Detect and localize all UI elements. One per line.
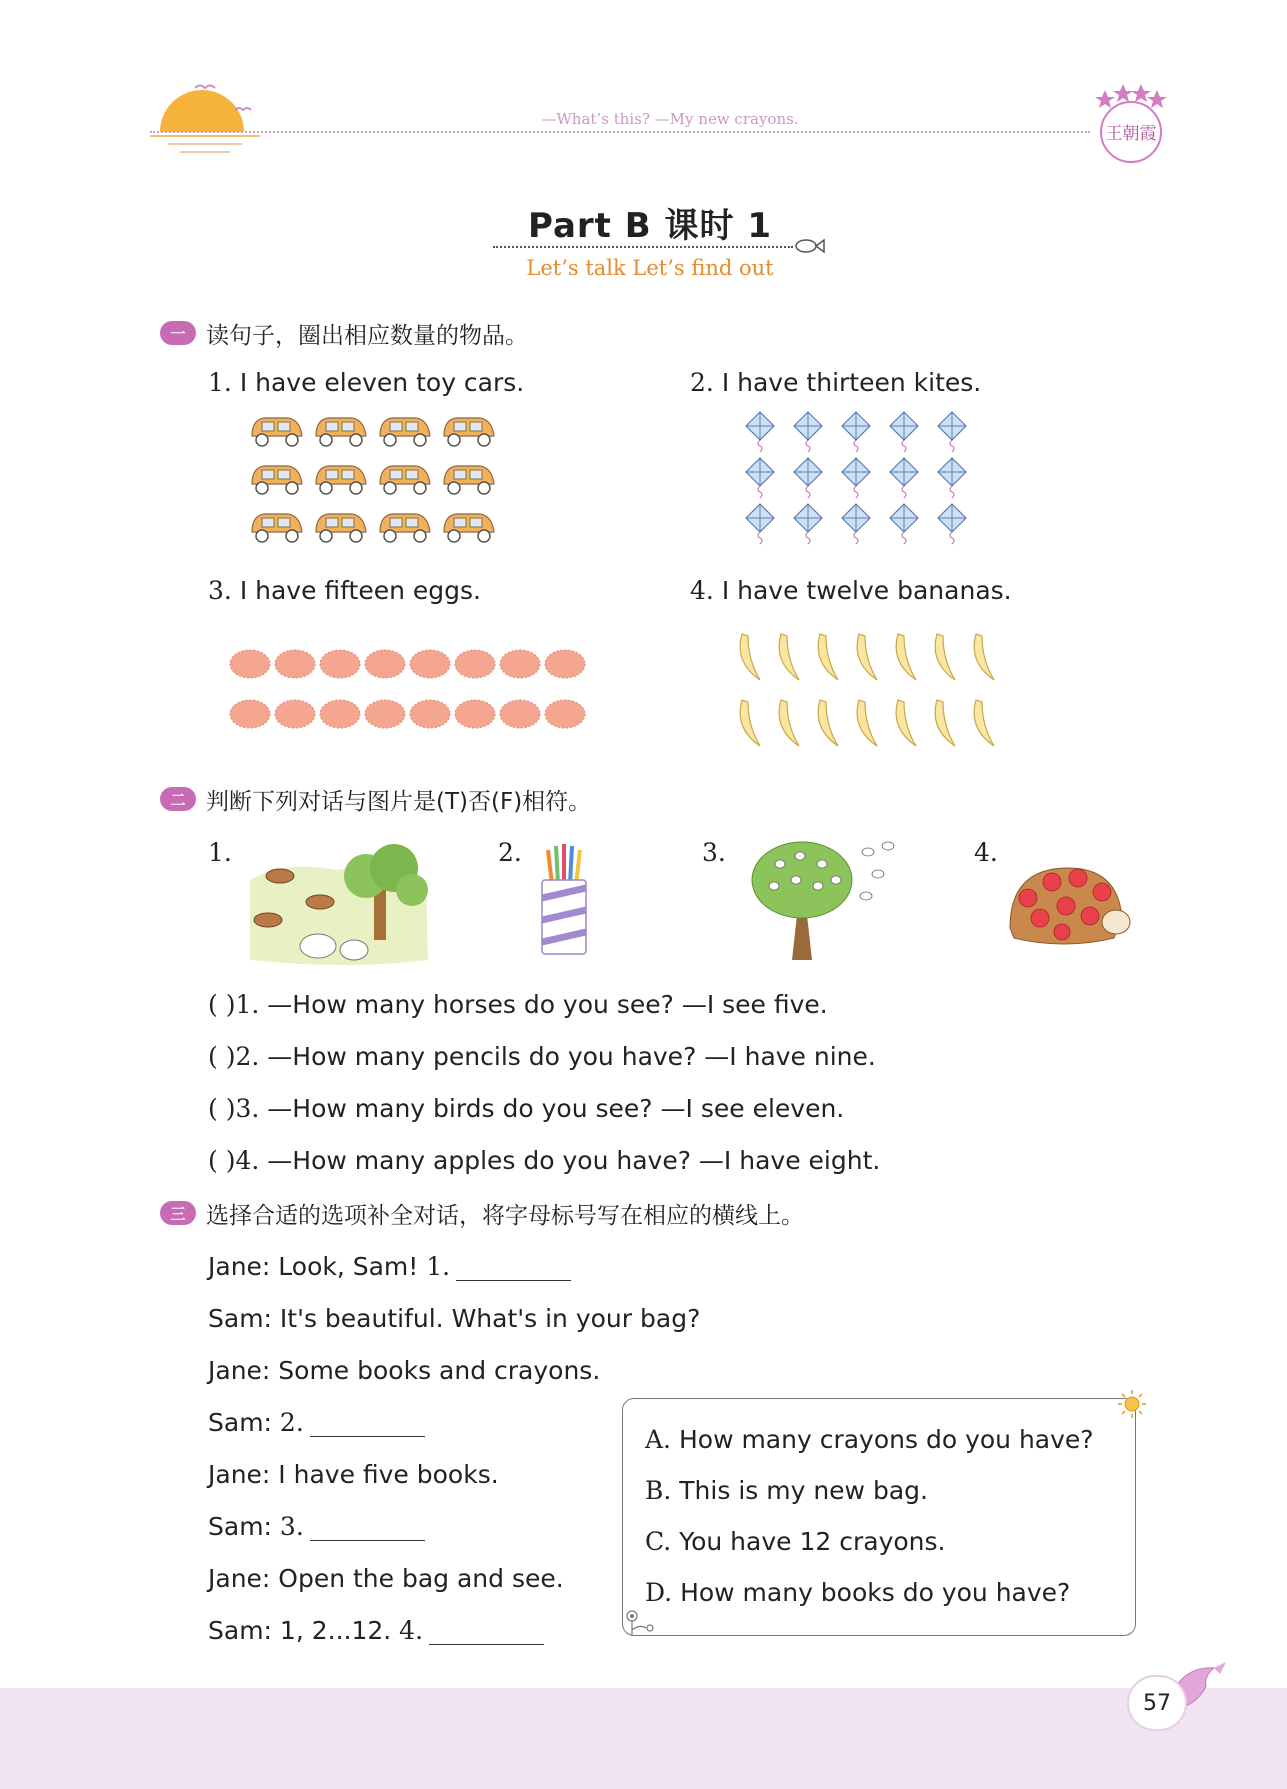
dialog-line-8: Sam: 1, 2...12. 4. — [208, 1616, 544, 1645]
section3-badge: 三 — [160, 1201, 196, 1225]
fish-icon — [792, 236, 824, 256]
option-d: D. How many books do you have? — [645, 1578, 1071, 1607]
option-a: A. How many crayons do you have? — [645, 1425, 1094, 1454]
title-underline — [493, 246, 793, 248]
dialog-line-3: Jane: Some books and crayons. — [208, 1356, 601, 1385]
s2-pic-label-3: 3. — [702, 838, 726, 867]
kites-image — [742, 410, 982, 546]
section2-instruction: 判断下列对话与图片是(T)否(F)相符。 — [206, 788, 592, 815]
sun-icon — [1116, 1388, 1148, 1420]
s2-question-2: ( )2. —How many pencils do you have? —I have nine. — [208, 1042, 876, 1071]
dialog-line-6: Sam: 3. — [208, 1512, 425, 1541]
s1-item-3: 3. I have fifteen eggs. — [208, 576, 481, 605]
dialog-line-2: Sam: It's beautiful. What's in your bag? — [208, 1304, 701, 1333]
section1-instruction: 读句子，圈出相应数量的物品。 — [206, 322, 528, 349]
dialog-line-4: Sam: 2. — [208, 1408, 425, 1437]
brand-logo — [1085, 78, 1175, 168]
part-subtitle: Let’s talk Let’s find out — [526, 256, 774, 280]
hedgehog-apples-image — [1004, 858, 1134, 958]
dialog-line-1: Jane: Look, Sam! 1. — [208, 1252, 571, 1281]
header-title: —What’s this? —My new crayons. — [541, 110, 799, 128]
eggs-image — [230, 648, 590, 734]
svg-text:王朝霞: 王朝霞 — [1105, 124, 1157, 144]
option-b: B. This is my new bag. — [645, 1476, 928, 1505]
option-c: C. You have 12 crayons. — [645, 1527, 946, 1556]
section1-badge: 一 — [160, 321, 196, 345]
answer-blank-4[interactable] — [429, 1622, 544, 1645]
part-title: Part B 课时 1 — [527, 206, 773, 246]
section2-badge: 二 — [160, 787, 196, 811]
answer-blank-2[interactable] — [310, 1414, 425, 1437]
page-number: 57 — [1127, 1675, 1187, 1731]
s1-item-4: 4. I have twelve bananas. — [690, 576, 1012, 605]
s1-item-1: 1. I have eleven toy cars. — [208, 368, 525, 397]
answer-blank-3[interactable] — [310, 1518, 425, 1541]
s2-pic-label-1: 1. — [208, 838, 232, 867]
sunset-icon — [150, 80, 260, 155]
flower-icon — [620, 1604, 660, 1638]
options-box — [622, 1398, 1136, 1636]
section3-header — [160, 1198, 804, 1228]
section2-header — [160, 784, 591, 814]
s1-item-2: 2. I have thirteen kites. — [690, 368, 982, 397]
birds-tree-image — [740, 834, 920, 964]
s2-pic-label-2: 2. — [498, 838, 522, 867]
toy-cars-image — [248, 410, 508, 550]
dialog-line-5: Jane: I have five books. — [208, 1460, 499, 1489]
s2-question-3: ( )3. —How many birds do you see? —I see eleven. — [208, 1094, 845, 1123]
answer-blank-1[interactable] — [456, 1258, 571, 1281]
s2-question-1: ( )1. —How many horses do you see? —I see five. — [208, 990, 828, 1019]
s2-question-4: ( )4. —How many apples do you have? —I have eight. — [208, 1146, 881, 1175]
section3-instruction: 选择合适的选项补全对话，将字母标号写在相应的横线上。 — [206, 1202, 804, 1229]
bananas-image — [734, 632, 1014, 752]
header-divider — [150, 131, 1090, 133]
dialog-line-7: Jane: Open the bag and see. — [208, 1564, 564, 1593]
s2-pic-label-4: 4. — [974, 838, 998, 867]
footer-band — [0, 1688, 1287, 1789]
horses-meadow-image — [246, 840, 431, 968]
pencil-cup-image — [530, 840, 600, 960]
section1-header — [160, 318, 528, 348]
